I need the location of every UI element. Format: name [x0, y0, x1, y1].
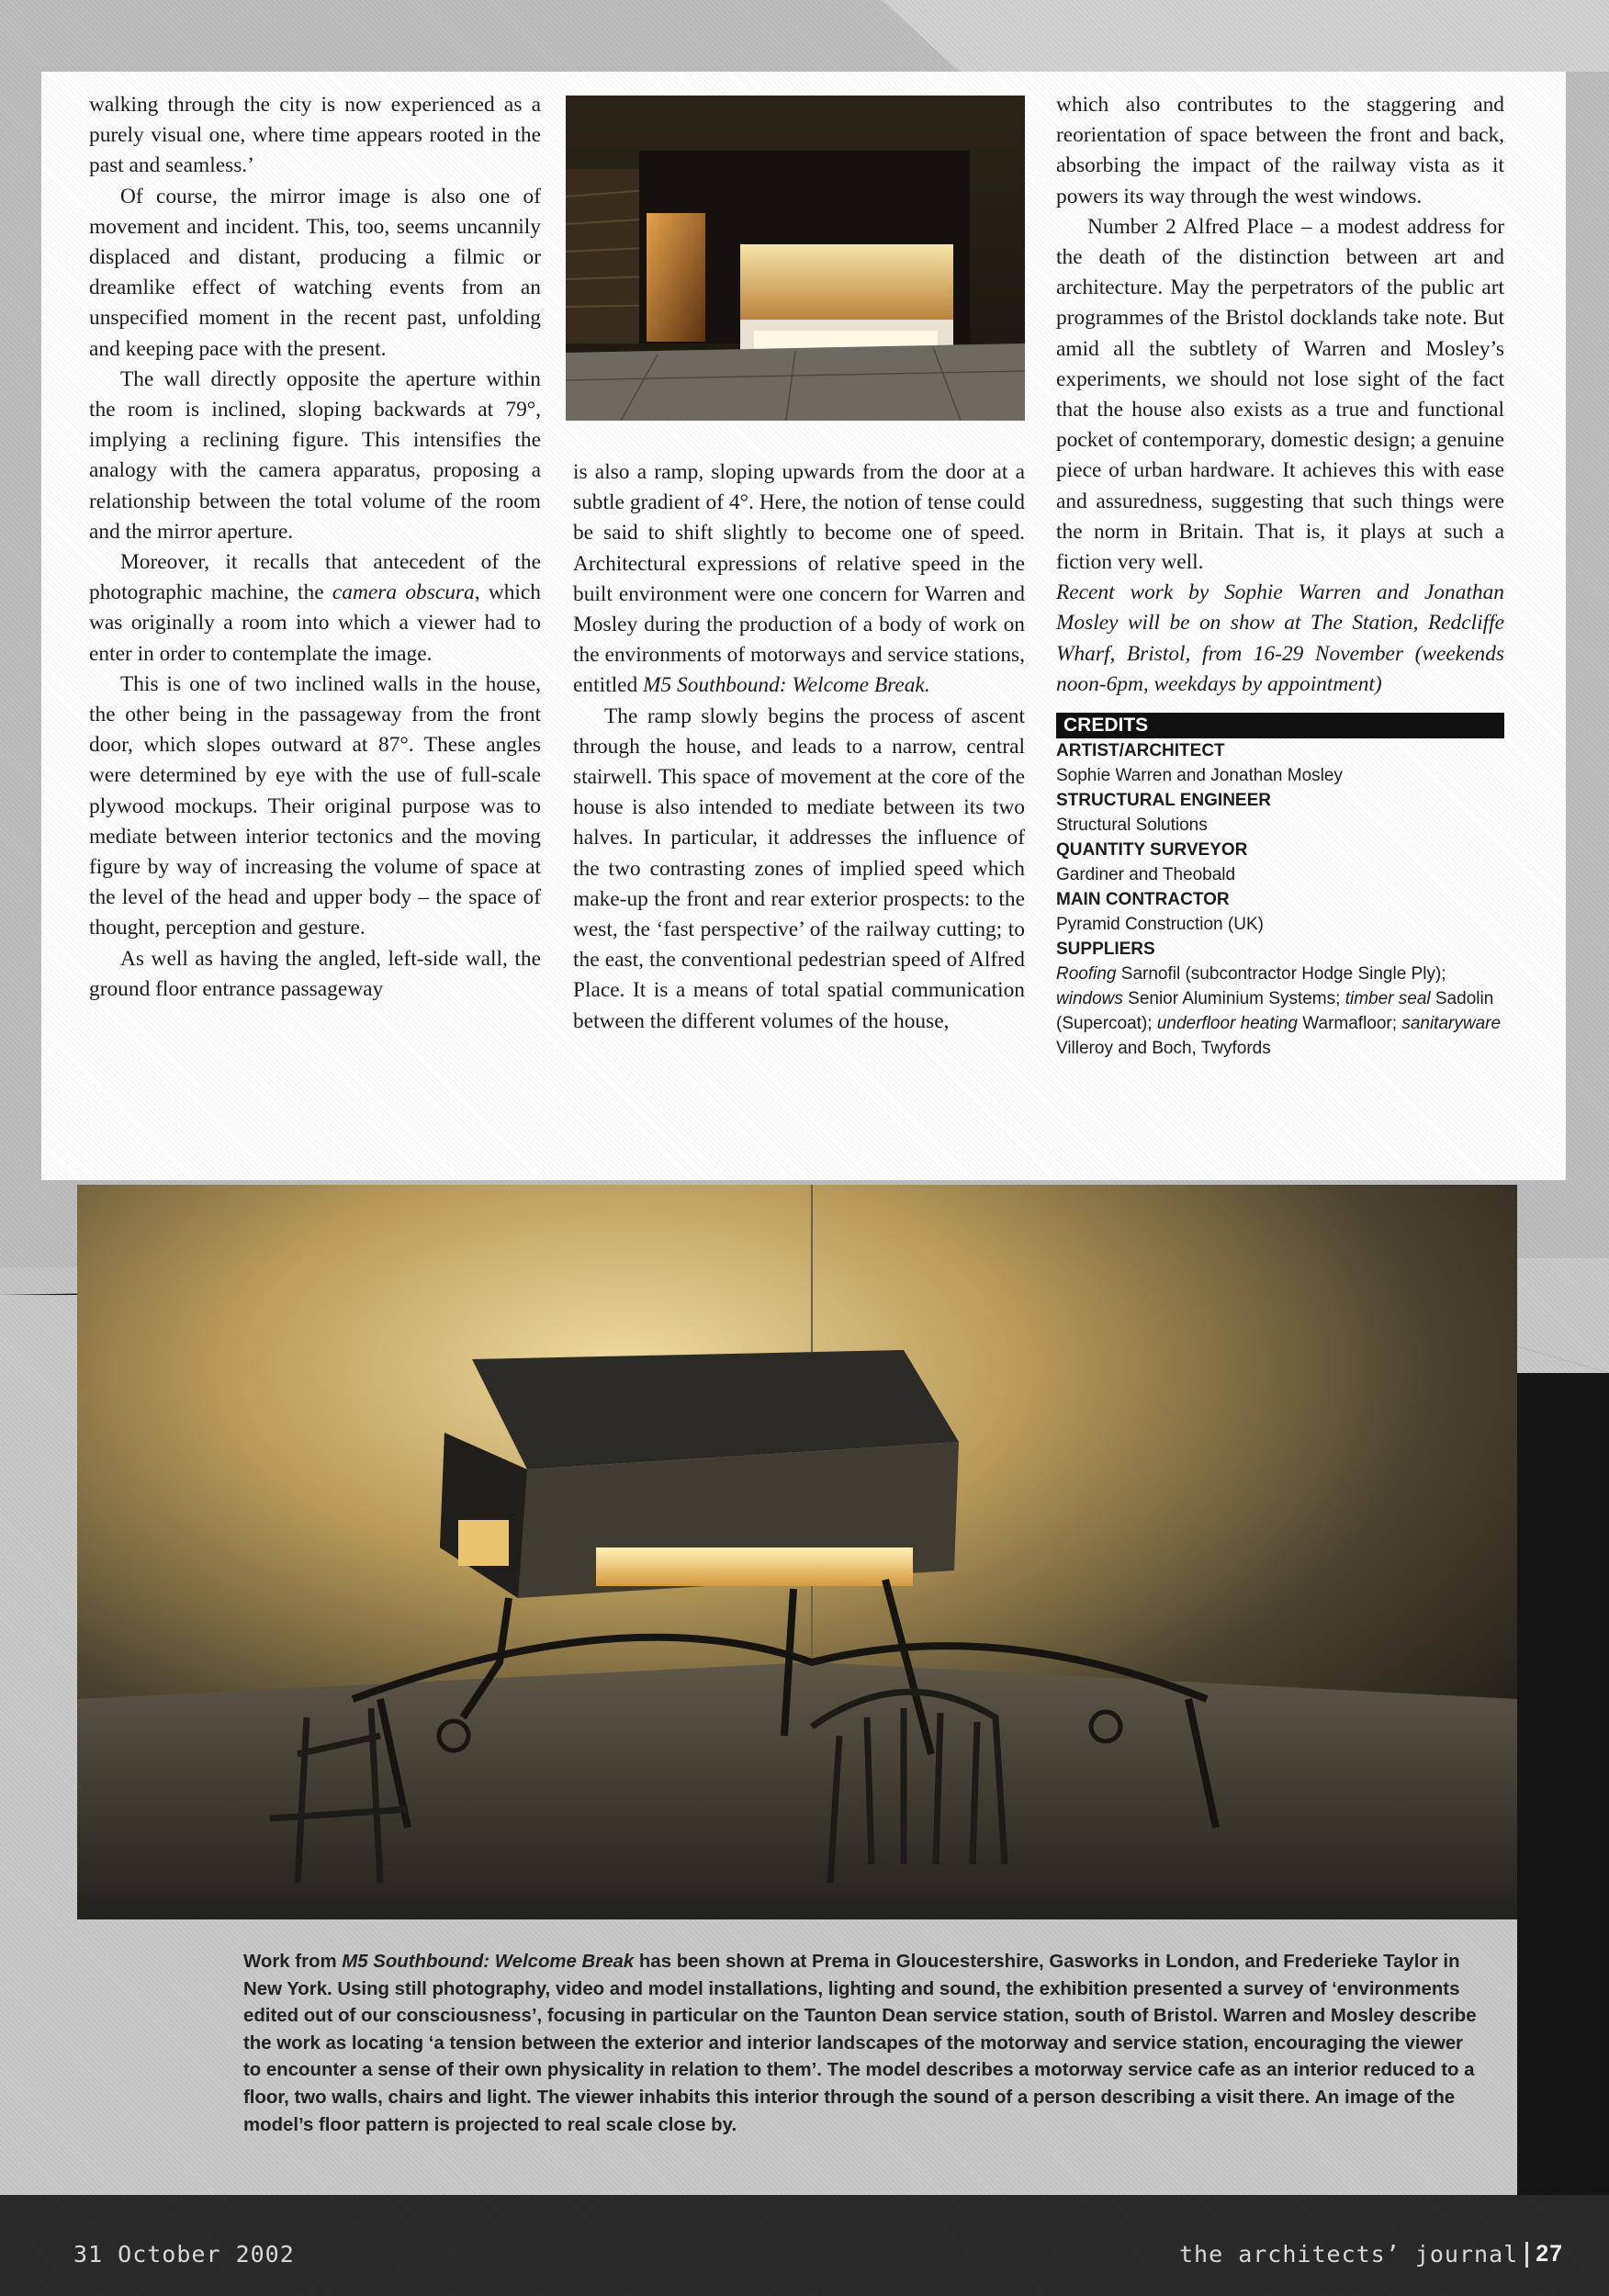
paragraph: walking through the city is now experienced as a purely visual one, where time appears rooted in the past and seamless.’ — [89, 93, 541, 178]
exhibition-note: Recent work by Sophie Warren and Jonathan Mosley will be on show at The Station, Redcliffe Wharf, Bristol, from 16-29 November (weekends noon-6pm, weekdays by appointment) — [1056, 580, 1504, 696]
credits-heading: CREDITS — [1056, 713, 1504, 738]
paragraph: Of course, the mirror image is also one of movement and incident. This, too, seems uncannily displaced and distant, producing a filmic or dreamlike effect of watching events from an unspecified moment in the recent past, unfolding and keeping pace with the present. — [89, 184, 541, 361]
supplier-name: Sarnofil (subcontractor Hodge Single Ply); — [1116, 964, 1446, 985]
credit-label: QUANTITY SURVEYOR — [1056, 840, 1248, 861]
credit-value: Gardiner and Theobald — [1056, 865, 1236, 885]
footer-divider — [1525, 2242, 1528, 2268]
body-column-3 — [1056, 90, 1504, 1061]
journal-name: the architects’ journal — [1179, 2241, 1519, 2268]
paragraph: The ramp slowly begins the process of ascent through the house, and leads to a narrow, central stairwell. This space of movement at the core of the house is also intended to mediate between its two halves. In particular, it addresses the influence of the two contrasting zones of implied speed which make-up the front and rear exterior prospects: to the west, the ‘fast perspective’ of the railway cutting; to the east, the conventional pedestrian speed of Alfred Place. It is a means of total spatial communication between the different volumes of the house, — [573, 703, 1025, 1033]
paragraph: Number 2 Alfred Place – a modest address for the death of the distinction between art and architecture. May the perpetrators of the public art programmes of the Bristol docklands take note. But amid all the subtlety of Warren and Mosley’s experiments, we should not lose sight of the fact that the house also exists as a true and functional pocket of contemporary, domestic design; a genuine piece of urban hardware. It achieves this with ease and assuredness, suggesting that such things were the norm in Britain. That is, it plays at such a fiction very well. — [1056, 214, 1504, 575]
credit-value: Structural Solutions — [1056, 816, 1208, 836]
paragraph: is also a ramp, sloping upwards from the door at a subtle gradient of 4°. Here, the notion of tense could be said to shift slightly to become one of speed. Architectural expressions of relative speed in the built environment were one concern for Warren and Mosley during the production of a body of work on the environments of motorways and service stations, entitled M5 Southbound: Welcome Break. — [573, 460, 1025, 698]
supplier-name: Senior Aluminium Systems; — [1122, 989, 1345, 1009]
supplier-name: Warmafloor; — [1298, 1014, 1402, 1034]
supplier-name: Villeroy and Boch, Twyfords — [1056, 1039, 1271, 1059]
body-column-2 — [573, 457, 1025, 1037]
credit-label: ARTIST/ARCHITECT — [1056, 741, 1225, 761]
paragraph: which also contributes to the staggering and reorientation of space between the front and back, absorbing the impact of the railway vista as it powers its way through the west windows. — [1056, 93, 1504, 208]
house-night-photo — [566, 96, 1025, 421]
credit-label: STRUCTURAL ENGINEER — [1056, 791, 1271, 811]
supplier-name: Sadolin (Supercoat); — [1056, 989, 1494, 1034]
supplier-category: sanitaryware — [1401, 1014, 1502, 1034]
paragraph: This is one of two inclined walls in the house, the other being in the passageway from the front door, which slopes outward at 87°. These angles were determined by eye with the use of full-scale plywood mockups. Their original purpose was to mediate between interior tectonics and the moving figure by way of increasing the volume of space at the level of the head and upper body – the space of thought, perception and gesture. — [89, 671, 541, 940]
credit-value: Sophie Warren and Jonathan Mosley — [1056, 766, 1343, 786]
footer-date: 31 October 2002 — [73, 2241, 295, 2268]
page-number: 27 — [1536, 2241, 1563, 2267]
photo-caption: Work from M5 Southbound: Welcome Break has been shown at Prema in Gloucestershire, Gasworks in London, and Frederieke Taylor in New York. Using still photography, video and model installations, lighting and sound, the exhibition presented a survey of ‘environments edited out of our consciousness’, focusing in particular on the Taunton Dean service station, south of Bristol. Warren and Mosley describe the work as locating ‘a tension between the exterior and interior landscapes of the motorway and service station, encouraging the viewer to encounter a sense of their own physicality in relation to them’. The model describes a motorway service cafe as an interior reduced to a floor, two walls, chairs and light. The viewer inhabits this interior through the sound of a person describing a visit there. An image of the model’s floor pattern is projected to real scale close by. — [243, 1952, 1477, 2135]
body-column-1 — [89, 90, 541, 1005]
italic-title: M5 Southbound: Welcome Break. — [643, 673, 930, 698]
supplier-category: timber seal — [1345, 989, 1431, 1009]
italic-term: camera obscura — [332, 580, 475, 605]
supplier-category: underfloor heating — [1156, 1014, 1298, 1034]
supplier-category: Roofing — [1056, 964, 1117, 985]
suppliers-list — [1056, 962, 1504, 1061]
credit-value: Pyramid Construction (UK) — [1056, 915, 1264, 935]
paragraph: Moreover, it recalls that antecedent of the photographic machine, the camera obscura, which was originally a room into which a viewer had to enter in order to contemplate the image. — [89, 550, 541, 666]
supplier-category: windows — [1056, 989, 1123, 1009]
credits-list — [1056, 738, 1504, 1061]
installation-model-photo — [77, 1185, 1517, 1919]
footer-publication — [1179, 2241, 1563, 2268]
caption-italic-title: M5 Southbound: Welcome Break — [342, 1952, 635, 1972]
credit-label: SUPPLIERS — [1056, 940, 1155, 960]
paragraph: As well as having the angled, left-side wall, the ground floor entrance passageway — [89, 946, 541, 1001]
paragraph: The wall directly opposite the aperture within the room is inclined, sloping backwards at 79°, implying a reclining figure. This intensifies the analogy with the camera apparatus, proposing a relationship between the total volume of the room and the mirror aperture. — [89, 366, 541, 544]
credit-label: MAIN CONTRACTOR — [1056, 890, 1230, 910]
